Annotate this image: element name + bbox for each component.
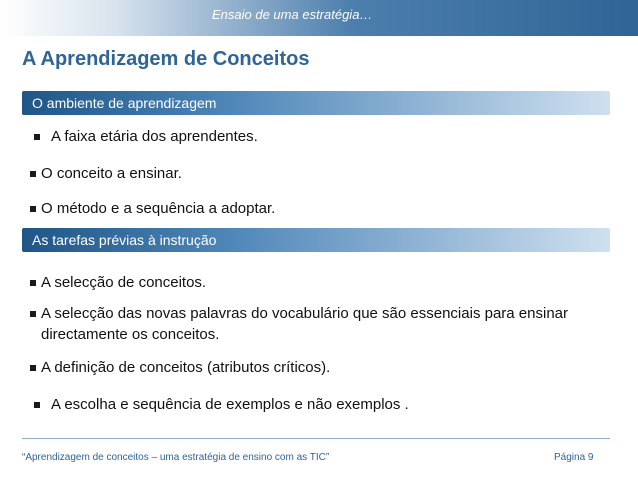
header-bar (0, 0, 638, 36)
list-item (30, 357, 610, 378)
square-bullet-icon (30, 311, 36, 317)
square-bullet-icon (30, 365, 36, 371)
section-heading-bar (22, 91, 610, 115)
list-item-text: O método e a sequência a adoptar. (41, 200, 276, 217)
list-item (34, 126, 614, 147)
list-item-text: A definição de conceitos (atributos críticos). (41, 359, 331, 376)
list-item-text: A faixa etária dos aprendentes. (51, 128, 258, 145)
square-bullet-icon (30, 206, 36, 212)
list-item (30, 272, 610, 293)
list-item (30, 163, 610, 184)
section-heading-bar (22, 228, 610, 252)
section-heading: O ambiente de aprendizagem (32, 95, 217, 111)
section-heading: As tarefas prévias à instrução (32, 232, 217, 248)
square-bullet-icon (34, 134, 40, 140)
list-item (30, 198, 610, 219)
list-item-text: A selecção das novas palavras do vocabulário que são essenciais para ensinar directamente os conceitos. (41, 305, 568, 343)
page-number: Página 9 (554, 452, 594, 463)
footer-divider (22, 438, 610, 439)
list-item-text: A selecção de conceitos. (41, 274, 207, 291)
page-title: A Aprendizagem de Conceitos (22, 48, 310, 70)
square-bullet-icon (34, 402, 40, 408)
square-bullet-icon (30, 280, 36, 286)
list-item (34, 394, 614, 415)
header-subtitle: Ensaio de uma estratégia… (212, 7, 373, 22)
list-item-text: O conceito a ensinar. (41, 165, 182, 182)
list-item-text: A escolha e sequência de exemplos e não exemplos . (51, 396, 409, 413)
list-item (30, 303, 610, 345)
footer-citation: “Aprendizagem de conceitos – uma estratégia de ensino com as TIC” (22, 452, 330, 463)
square-bullet-icon (30, 171, 36, 177)
